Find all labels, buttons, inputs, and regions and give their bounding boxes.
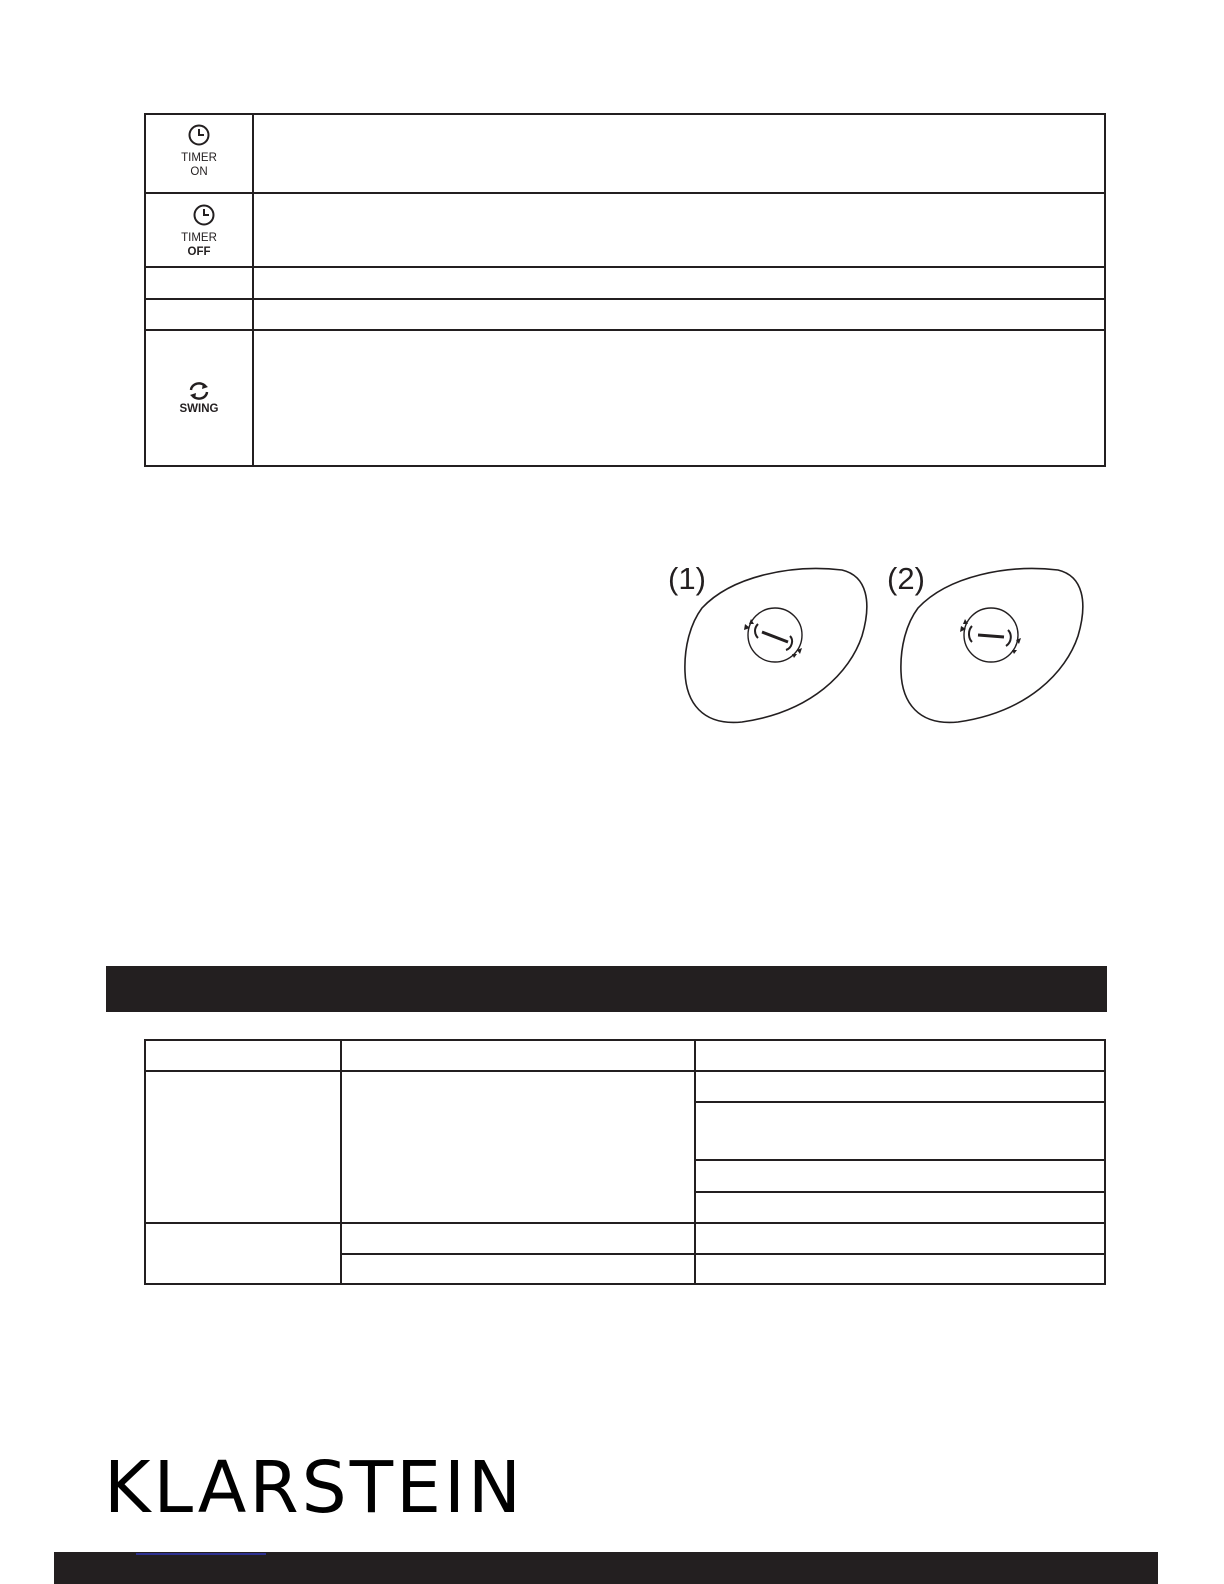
figure-2-label: (2) — [887, 561, 925, 596]
section-title-bar — [106, 966, 1107, 1012]
clock-icon — [192, 203, 216, 227]
button-label: SWING — [179, 402, 219, 415]
button-icon-cell — [146, 115, 254, 192]
column-divider — [340, 1041, 342, 1283]
table-row — [146, 298, 1104, 330]
button-label-line2: ON — [190, 165, 208, 178]
louver-illustration-1 — [682, 562, 872, 727]
button-icon-cell — [146, 331, 254, 465]
header-divider — [146, 1070, 1104, 1072]
row-divider — [694, 1191, 1104, 1193]
troubleshooting-table — [144, 1039, 1106, 1285]
table-row — [146, 329, 1104, 465]
table-row — [146, 192, 1104, 268]
figure-1-label: (1) — [668, 561, 706, 596]
column-divider — [694, 1041, 696, 1283]
klarstein-logo: KLARSTEIN — [104, 1446, 524, 1529]
clock-icon — [187, 123, 211, 147]
louver-illustration-2 — [898, 562, 1088, 727]
row-divider — [694, 1159, 1104, 1161]
button-icon-cell — [146, 300, 254, 330]
button-icon-cell — [146, 268, 254, 298]
swing-arrows-icon — [187, 381, 211, 401]
button-label: TIMER — [181, 151, 217, 164]
button-function-table — [144, 113, 1106, 467]
row-divider — [694, 1101, 1104, 1103]
table-row — [146, 115, 1104, 192]
button-label: TIMER — [181, 232, 217, 244]
button-icon-cell — [146, 194, 254, 268]
button-label-line2: OFF — [187, 246, 211, 258]
group-divider — [146, 1222, 1104, 1224]
footer-bar — [54, 1552, 1158, 1584]
row-divider — [340, 1253, 1104, 1255]
footer-link-underline[interactable] — [136, 1553, 266, 1555]
table-row — [146, 266, 1104, 298]
